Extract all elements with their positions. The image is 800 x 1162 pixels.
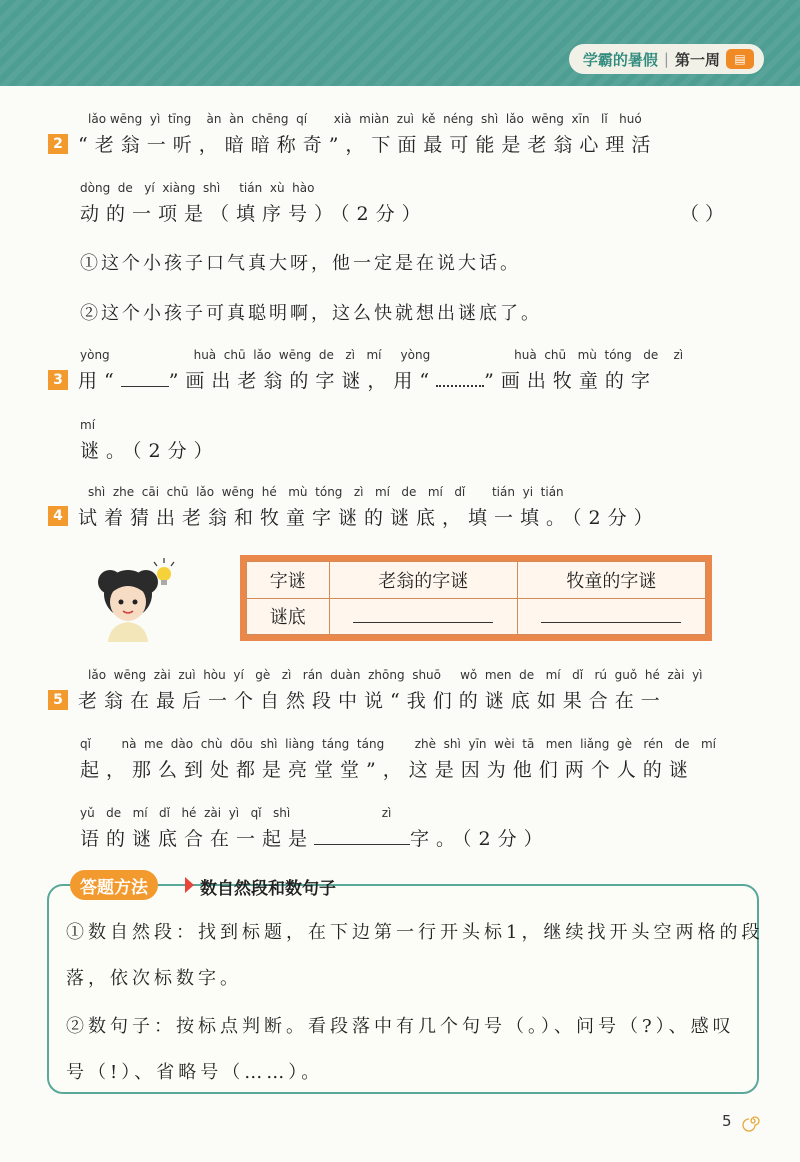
table-row bbox=[247, 598, 706, 635]
book-icon: ▤ bbox=[726, 49, 754, 69]
q5-text-a: 语的谜底合在一起是 bbox=[80, 828, 315, 850]
q3-line-1 bbox=[78, 366, 657, 393]
q2-number: 2 bbox=[48, 134, 68, 154]
q2-answer-box[interactable]: （ ） bbox=[680, 203, 725, 225]
method-paragraph-2a: ②数句子：按标点判断。看段落中有几个句号（。）、问号（?）、感叹 bbox=[66, 1016, 735, 1037]
q5-number: 5 bbox=[48, 690, 68, 710]
shepherd-answer-blank[interactable] bbox=[541, 604, 681, 623]
q5-text-b: 字。（2分） bbox=[410, 828, 550, 850]
q3-text-mid: ”画出老翁的字谜，用“ bbox=[168, 370, 437, 392]
q5-pinyin-2: qǐ nà me dào chù dōu shì liàng táng táng zhè shì yīn wèi tā men liǎng gè rén de mí bbox=[80, 737, 716, 751]
q3-wavy-line-blank bbox=[436, 371, 484, 387]
q3-text-post: ”画出牧童的字 bbox=[484, 370, 657, 392]
q4-line-1: 试着猜出老翁和牧童字谜的谜底，填一填。（2分） bbox=[78, 507, 660, 529]
q5-answer-blank[interactable] bbox=[314, 830, 410, 845]
riddle-table-frame bbox=[240, 555, 712, 641]
q4-number: 4 bbox=[48, 506, 68, 526]
method-paragraph-2b: 号（!）、省略号（……）。 bbox=[66, 1062, 324, 1083]
method-title: 数自然段和数句子 bbox=[200, 879, 336, 899]
table-header-row bbox=[247, 562, 706, 599]
table-row-label-answer: 谜底 bbox=[247, 598, 330, 635]
swirl-icon bbox=[742, 1110, 764, 1132]
q3-pinyin-1: yòng huà chū lǎo wēng de zì mí yòng huà chū mù tóng de zì bbox=[80, 348, 684, 362]
old-man-answer-blank[interactable] bbox=[353, 604, 493, 623]
method-paragraph-1b: 落，依次标数字。 bbox=[66, 968, 242, 989]
shepherd-answer-cell[interactable] bbox=[517, 598, 705, 635]
q5-pinyin-1: lǎo wēng zài zuì hòu yí gè zì rán duàn zhōng shuō wǒ men de mí dǐ rú guǒ hé zài yì bbox=[88, 668, 703, 682]
old-man-answer-cell[interactable] bbox=[329, 598, 517, 635]
q2-pinyin-2: dòng de yí xiàng shì tián xù hào bbox=[80, 181, 315, 195]
q3-straight-line-blank bbox=[121, 372, 169, 387]
q2-line-2: 动的一项是（填序号）（2分） bbox=[80, 203, 428, 225]
q2-option-1: ①这个小孩子口气真大呀，他一定是在说大话。 bbox=[80, 253, 521, 274]
q3-pinyin-2: mí bbox=[80, 418, 96, 432]
page-number: 5 bbox=[722, 1112, 732, 1130]
arrow-right-icon bbox=[185, 877, 194, 893]
girl-illustration bbox=[88, 552, 178, 642]
q5-line-3 bbox=[80, 824, 550, 851]
series-title: 学霸的暑假 bbox=[582, 50, 658, 69]
week-label: 第一周 bbox=[674, 50, 720, 69]
table-header-riddle: 字谜 bbox=[247, 562, 330, 599]
q3-text-pre: 用“ bbox=[78, 370, 121, 392]
q2-option-2: ②这个小孩子可真聪明啊，这么快就想出谜底了。 bbox=[80, 303, 542, 324]
method-paragraph-1a: ①数自然段：找到标题，在下边第一行开头标1，继续找开头空两格的段 bbox=[66, 922, 764, 943]
q4-pinyin-1: shì zhe cāi chū lǎo wēng hé mù tóng zì mí de mí dǐ tián yi tián bbox=[88, 485, 564, 499]
q2-pinyin-1: lǎo wēng yì tīng àn àn chēng qí xià miàn zuì kě néng shì lǎo wēng xīn lǐ huó bbox=[88, 112, 642, 126]
q2-line-1: “老翁一听，暗暗称奇”，下面最可能是老翁心理活 bbox=[78, 134, 658, 156]
method-tag: 答题方法 bbox=[70, 870, 158, 900]
header-divider: | bbox=[663, 50, 669, 68]
table-header-shepherd: 牧童的字谜 bbox=[517, 562, 705, 599]
q5-line-2: 起，那么到处都是亮堂堂”，这是因为他们两个人的谜 bbox=[80, 759, 695, 781]
q5-line-1: 老翁在最后一个自然段中说“我们的谜底如果合在一 bbox=[78, 690, 667, 712]
q3-line-2: 谜。（2分） bbox=[80, 440, 220, 462]
table-header-old-man: 老翁的字谜 bbox=[329, 562, 517, 599]
q5-pinyin-3: yǔ de mí dǐ hé zài yì qǐ shì zì bbox=[80, 806, 392, 820]
header-title bbox=[569, 44, 764, 74]
q3-number: 3 bbox=[48, 370, 68, 390]
riddle-table bbox=[246, 561, 706, 635]
